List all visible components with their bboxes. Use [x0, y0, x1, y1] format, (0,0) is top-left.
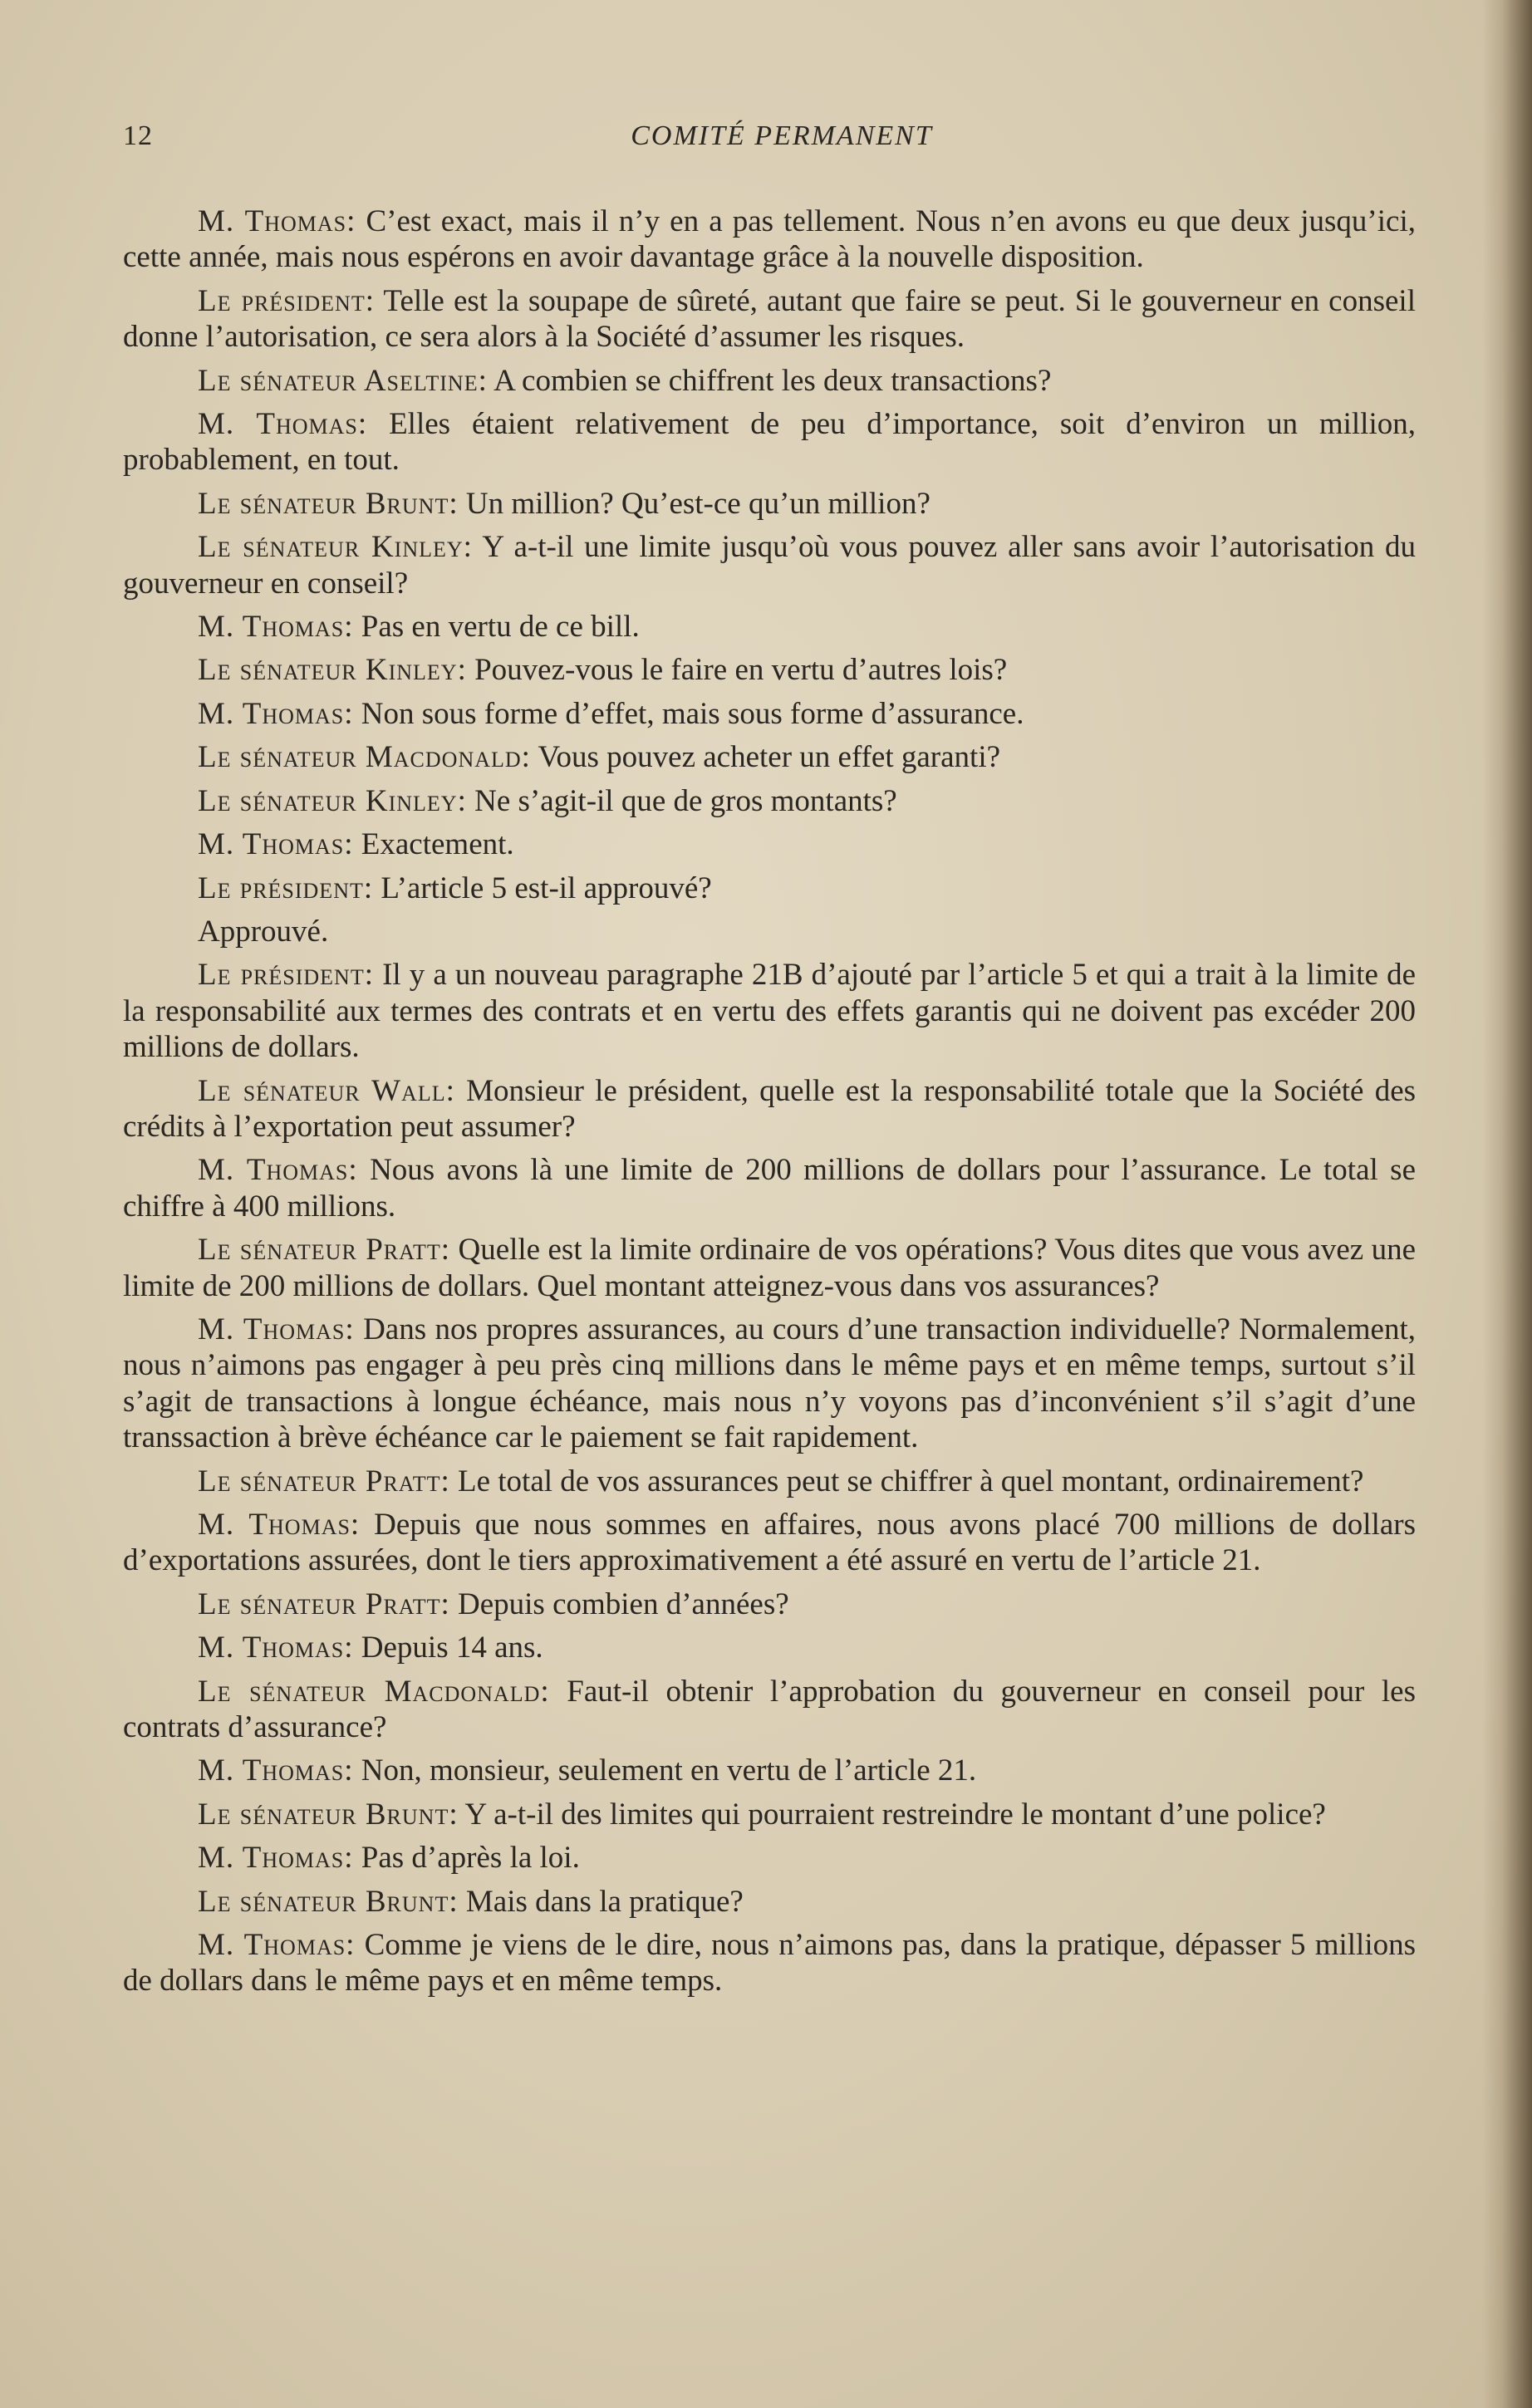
transcript-paragraph [123, 652, 1416, 688]
transcript-paragraph [123, 283, 1416, 356]
transcript-paragraph [123, 826, 1416, 862]
transcript-paragraph [123, 739, 1416, 775]
paragraph-text: Non, monsieur, seulement en vertu de l’article 21. [361, 1753, 977, 1788]
transcript-body [123, 204, 1416, 2007]
transcript-paragraph [123, 1312, 1416, 1456]
speaker-label: M. Thomas: [198, 1841, 354, 1876]
paragraph-text: Depuis que nous sommes en affaires, nous avons placé 700 millions de dollars d’exportations assurées, dont le tiers approximativement a été assuré en vertu de l’article 21. [123, 1508, 1417, 1578]
speaker-label: M. Thomas: [198, 1928, 356, 1963]
transcript-paragraph [123, 914, 1416, 949]
speaker-label: Le sénateur Aseltine: [198, 363, 488, 398]
transcript-paragraph [123, 957, 1416, 1065]
paragraph-text: Pas d’après la loi. [361, 1841, 580, 1876]
paragraph-text: Comme je viens de le dire, nous n’aimons pas, dans la pratique, dépasser 5 millions de dollars dans le même pays et en même temps. [123, 1928, 1416, 1998]
speaker-label: Le président: [198, 283, 375, 318]
paragraph-text: Non sous forme d’effet, mais sous forme d’assurance. [361, 696, 1024, 731]
transcript-paragraph [123, 1884, 1416, 1920]
speaker-label: Le sénateur Kinley: [198, 653, 467, 688]
speaker-label: Le sénateur Macdonald: [198, 1674, 550, 1709]
speaker-label: Le sénateur Brunt: [198, 486, 459, 521]
transcript-paragraph [123, 1587, 1416, 1622]
speaker-label: Le sénateur Brunt: [198, 1797, 459, 1832]
paragraph-text: Pas en vertu de ce bill. [361, 610, 640, 645]
paragraph-text: Mais dans la pratique? [465, 1884, 744, 1919]
paragraph-text: Nous avons là une limite de 200 millions de dollars pour l’assurance. Le total se chiffre à 400 millions. [123, 1153, 1416, 1224]
transcript-paragraph [123, 1073, 1416, 1145]
transcript-paragraph [123, 406, 1416, 478]
paragraph-text: Faut-il obtenir l’approbation du gouverneur en conseil pour les contrats d’assurance? [123, 1674, 1416, 1745]
speaker-label: M. Thomas: [198, 204, 356, 238]
transcript-paragraph [123, 204, 1416, 276]
speaker-label: M. Thomas: [198, 827, 354, 862]
paragraph-text: Pouvez-vous le faire en vertu d’autres lois? [474, 653, 1008, 688]
transcript-paragraph [123, 1464, 1416, 1499]
transcript-paragraph [123, 529, 1416, 601]
transcript-paragraph [123, 486, 1416, 522]
transcript-paragraph [123, 1674, 1416, 1746]
paragraph-text: Approuvé. [198, 914, 329, 949]
speaker-label: Le président: [198, 871, 374, 905]
speaker-label: Le sénateur Pratt: [198, 1587, 450, 1621]
transcript-paragraph [123, 1753, 1416, 1788]
speaker-label: Le sénateur Brunt: [198, 1884, 459, 1919]
paragraph-text: Il y a un nouveau paragraphe 21B d’ajouté par l’article 5 et qui a trait à la limite de la responsabilité aux termes des contrats et en vertu des effets garantis qui ne doivent pas excéder 200 millions de dollars. [123, 958, 1416, 1065]
speaker-label: Le sénateur Pratt: [198, 1233, 451, 1268]
paragraph-text: Y a-t-il des limites qui pourraient restreindre le montant d’une police? [464, 1797, 1326, 1832]
paragraph-text: Vous pouvez acheter un effet garanti? [538, 740, 1001, 775]
transcript-paragraph [123, 783, 1416, 819]
transcript-paragraph [123, 1507, 1416, 1579]
page-binding-edge [1482, 0, 1532, 2408]
speaker-label: Le sénateur Kinley: [198, 783, 467, 818]
transcript-paragraph [123, 696, 1416, 732]
transcript-paragraph [123, 1630, 1416, 1665]
paragraph-text: Monsieur le président, quelle est la responsabilité totale que la Société des crédits à l’exportation peut assumer? [123, 1073, 1417, 1144]
transcript-paragraph [123, 1232, 1416, 1304]
paragraph-text: C’est exact, mais il n’y en a pas tellement. Nous n’en avons eu que deux jusqu’ici, cette année, mais nous espérons en avoir davantage grâce à la nouvelle disposition. [123, 204, 1416, 275]
speaker-label: M. Thomas: [198, 610, 354, 645]
paragraph-text: Exactement. [361, 827, 514, 862]
paragraph-text: Depuis 14 ans. [361, 1631, 543, 1665]
transcript-paragraph [123, 1152, 1416, 1224]
paragraph-text: Un million? Qu’est-ce qu’un million? [465, 486, 930, 521]
speaker-label: M. Thomas: [198, 1153, 358, 1188]
transcript-paragraph [123, 871, 1416, 906]
speaker-label: Le sénateur Kinley: [198, 530, 473, 565]
speaker-label: M. Thomas: [198, 1753, 354, 1788]
paragraph-text: Y a-t-il une limite jusqu’où vous pouvez aller sans avoir l’autorisation du gouverneur en conseil? [123, 530, 1416, 601]
paragraph-text: L’article 5 est-il approuvé? [381, 871, 712, 905]
paragraph-text: Le total de vos assurances peut se chiffrer à quel montant, ordinairement? [458, 1464, 1364, 1498]
speaker-label: M. Thomas: [198, 696, 354, 731]
speaker-label: M. Thomas: [198, 1508, 361, 1542]
speaker-label: Le sénateur Pratt: [198, 1464, 450, 1498]
transcript-paragraph [123, 609, 1416, 645]
page-header [123, 120, 1416, 162]
speaker-label: Le sénateur Wall: [198, 1073, 455, 1108]
speaker-label: M. Thomas: [198, 1631, 354, 1665]
speaker-label: Le sénateur Macdonald: [198, 740, 531, 775]
page-number: 12 [123, 120, 153, 151]
transcript-paragraph [123, 1840, 1416, 1876]
paragraph-text: Telle est la soupape de sûreté, autant que faire se peut. Si le gouverneur en conseil donne l’autorisation, ce sera alors à la Société d’assumer les risques. [123, 283, 1416, 355]
speaker-label: M. Thomas: [198, 407, 368, 442]
paragraph-text: Dans nos propres assurances, au cours d’une transaction individuelle? Normalement, nous n’aimons pas engager à peu près cinq millions dans le même pays et en même temps, surtout s’il s’agit de transactions à longue échéance, mais nous n’y voyons pas d’inconvénient s’il s’agit d’une transsaction à brève échéance car le paiement se fait rapidement. [123, 1312, 1416, 1455]
transcript-paragraph [123, 363, 1416, 399]
paragraph-text: Ne s’agit-il que de gros montants? [474, 783, 897, 818]
paragraph-text: Elles étaient relativement de peu d’importance, soit d’environ un million, probablement, en tout. [123, 407, 1416, 478]
paragraph-text: A combien se chiffrent les deux transactions? [493, 363, 1052, 398]
transcript-paragraph [123, 1797, 1416, 1832]
speaker-label: M. Thomas: [198, 1312, 355, 1346]
transcript-paragraph [123, 1927, 1416, 1999]
paragraph-text: Quelle est la limite ordinaire de vos opérations? Vous dites que vous avez une limite de 200 millions de dollars. Quel montant atteignez-vous dans vos assurances? [123, 1233, 1416, 1303]
speaker-label: Le président: [198, 958, 374, 993]
running-title: COMITÉ PERMANENT [631, 120, 933, 151]
paragraph-text: Depuis combien d’années? [458, 1587, 789, 1621]
